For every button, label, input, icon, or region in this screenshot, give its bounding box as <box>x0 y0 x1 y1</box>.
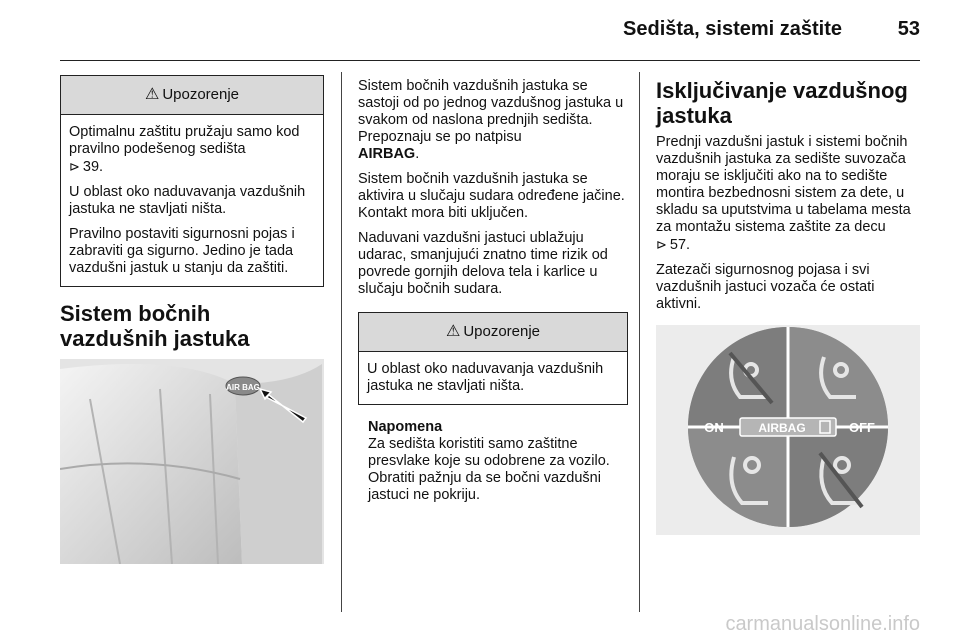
warning-title: Upozorenje <box>162 86 240 103</box>
section-heading: Sistem bočnih vazdušnih jastuka <box>60 301 250 351</box>
page-ref-icon: ⊳ <box>656 237 667 252</box>
warning-header <box>61 76 323 115</box>
warning-paragraph: Pravilno postaviti sigurnosni pojas i zabraviti ga sigurno. Jedino je tada vazdušni jastuk u stanju da zaštiti. <box>69 226 295 276</box>
note-text: Za sedišta koristiti samo zaštitne presvlake koje su odobrene za vozilo. Obratiti pažnju da se bočni vazdušni jastuci ne pokriju. <box>368 436 610 503</box>
svg-text:ON: ON <box>704 420 724 435</box>
page-ref[interactable]: 57. <box>669 237 691 253</box>
page-ref[interactable]: 39. <box>82 159 104 175</box>
warning-paragraph: U oblast oko naduvavanja vazdušnih jastuka ne stavljati ništa. <box>69 184 306 217</box>
warning-paragraph: Optimalnu zaštitu pružaju samo kod pravilno podešenog sedišta ⊳ 39. <box>69 124 300 175</box>
warning-paragraph: U oblast oko naduvavanja vazdušnih jastuka ne stavljati ništa. <box>367 361 604 394</box>
paragraph: Sistem bočnih vazdušnih jastuka se sastoji od po jednog vazdušnog jastuka u svakom od naslona prednjih sedišta. Prepoznaju se po natpisu AIRBAG. <box>358 78 624 162</box>
paragraph: Zatezači sigurnosnog pojasa i svi vazdušnih jastuci vozača će ostati aktivni. <box>656 262 875 312</box>
svg-text:AIR BAG: AIR BAG <box>226 383 260 392</box>
column-divider-1 <box>341 72 342 612</box>
seat-airbag-illustration <box>60 359 324 564</box>
header-rule <box>60 60 920 61</box>
page-ref-icon: ⊳ <box>69 159 80 174</box>
paragraph: Prednji vazdušni jastuk i sistemi bočnih vazdušnih jastuka za sedište suvozača moraju se isključiti ako na to sedište montira bezbednosni sistem za dete, u skladu sa uputstvima u tabelama mesta za montažu sistema zaštite za decu ⊳ 57. <box>656 134 911 253</box>
warning-triangle-icon: ⚠ <box>144 86 160 103</box>
right-column <box>656 78 920 535</box>
paragraph: Naduvani vazdušni jastuci ublažuju udarac, smanjujući znatno time rizik od povrede gornjih delova tela i karlice u slučaju bočnih sudara. <box>358 230 608 297</box>
warning-box <box>358 312 628 405</box>
note-block <box>358 419 628 504</box>
warning-box <box>60 75 324 287</box>
middle-column <box>358 78 628 504</box>
svg-text:OFF: OFF <box>849 420 875 435</box>
page-number: 53 <box>897 18 920 40</box>
header-title: Sedišta, sistemi zaštite <box>623 18 842 40</box>
column-divider-2 <box>639 72 640 612</box>
airbag-switch-illustration <box>656 325 920 535</box>
left-column <box>60 75 324 564</box>
warning-body <box>61 115 323 286</box>
svg-text:AIRBAG: AIRBAG <box>758 421 806 435</box>
warning-body <box>359 352 627 404</box>
watermark: carmanualsonline.info <box>725 613 920 635</box>
warning-header <box>359 313 627 352</box>
section-heading: Isključivanje vazdušnog jastuka <box>656 78 908 128</box>
warning-title: Upozorenje <box>463 323 541 340</box>
warning-triangle-icon: ⚠ <box>445 323 461 340</box>
note-title: Napomena <box>368 419 443 435</box>
paragraph: Sistem bočnih vazdušnih jastuka se aktivira u slučaju sudara određene jačine. Kontakt mora biti uključen. <box>358 171 625 221</box>
